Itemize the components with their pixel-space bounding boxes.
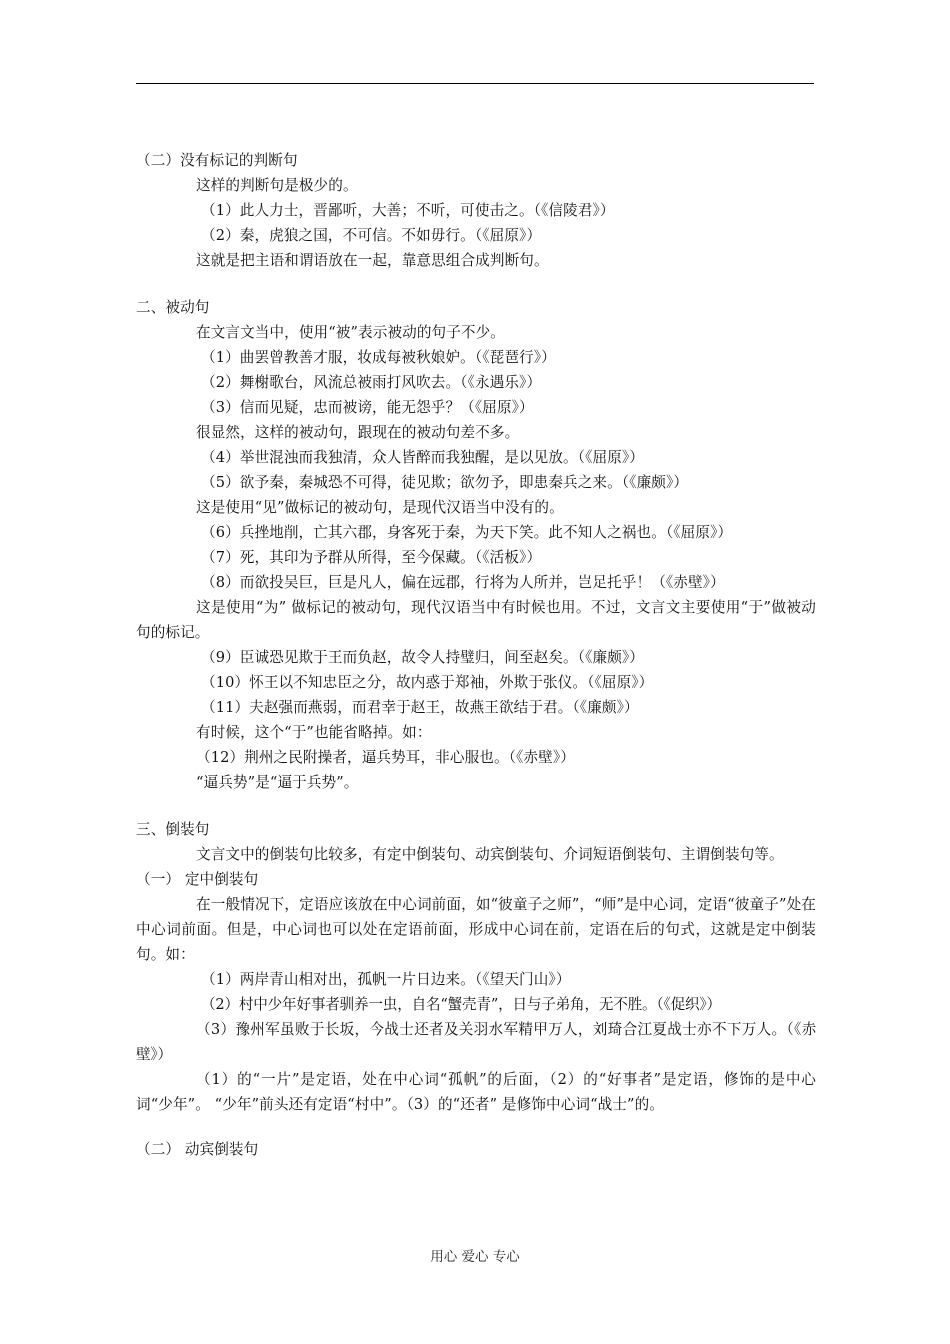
spacer (136, 273, 816, 295)
paragraph: 这是使用“见”做标记的被动句，是现代汉语当中没有的。 (196, 499, 564, 516)
example-line: （1）此人力士，晋鄙听，大善；不听，可使击之。（《信陵君》） (201, 202, 615, 219)
header-rule (136, 83, 814, 84)
paragraph: 在文言文当中，使用“被”表示被动的句子不少。 (196, 324, 505, 341)
paragraph: 有时候，这个“于”也能省略掉。如： (196, 724, 432, 741)
example-line: （3）豫州军虽败于长坂，今战士还者及关羽水军精甲万人，刘琦合江夏战士亦不下万人。（《赤壁》） (136, 1021, 816, 1063)
paragraph: 这样的判断句是极少的。 (196, 177, 358, 194)
paragraph: “逼兵势”是“逼于兵势”。 (196, 774, 359, 791)
example-line: （4）举世混浊而我独清，众人皆醉而我独醒，是以见放。（《屈原》） (201, 449, 644, 466)
example-line: （10）怀王以不知忠臣之分，故内惑于郑袖，外欺于张仪。（《屈原》） (201, 674, 654, 691)
example-line: （5）欲予秦，秦城恐不可得，徒见欺；欲勿予，即患秦兵之来。（《廉颇》） (201, 474, 689, 491)
spacer (136, 795, 816, 817)
spacer (136, 1117, 816, 1137)
example-line: （7）死，其印为予群从所得，至今保藏。（《活板》） (201, 549, 542, 566)
example-line: （6）兵挫地削，亡其六郡，身客死于秦，为天下笑。此不知人之祸也。（《屈原》） (201, 524, 733, 541)
example-line: （1）两岸青山相对出，孤帆一片日边来。（《望天门山》） (201, 971, 571, 988)
subheading-attributive: （一） 定中倒装句 (136, 871, 259, 888)
example-line: （2）村中少年好事者驯养一虫，自名“蟹壳青”，日与子弟角，无不胜。（《促织》） (201, 996, 721, 1013)
paragraph: 在一般情况下，定语应该放在中心词前面，如“彼童子之师”，“师”是中心词，定语“彼童子”处在中心词前面。但是，中心词也可以处在定语前面，形成中心词在前，定语在后的句式，这就是定中倒装句。如： (136, 896, 816, 963)
paragraph: （1）的“一片”是定语，处在中心词“孤帆”的后面，（2）的“好事者”是定语，修饰的是中心词“少年”。 “少年”前头还有定语“村中”。（3）的“还者” 是修饰中心词“战士”的。 (136, 1071, 816, 1113)
paragraph: 这就是把主语和谓语放在一起，靠意思组合成判断句。 (196, 252, 549, 269)
page-footer: 用心 爱心 专心 (430, 1249, 520, 1265)
example-line: （9）臣诚恐见欺于王而负赵，故令人持璧归，间至赵矣。（《廉颇》） (201, 649, 644, 666)
example-line: （12）荆州之民附操者，逼兵势耳，非心服也。（《赤壁》） (196, 749, 575, 766)
example-line: （8）而欲投吴巨，巨是凡人，偏在远郡，行将为人所并，岂足托乎！（《赤壁》） (201, 574, 725, 591)
paragraph: 文言文中的倒装句比较多，有定中倒装句、动宾倒装句、介词短语倒装句、主谓倒装句等。 (196, 846, 784, 863)
paragraph: 这是使用“为” 做标记的被动句，现代汉语当中有时候也用。不过，文言文主要使用“于”做被动句的标记。 (136, 599, 816, 641)
subheading-verb-object: （二） 动宾倒装句 (136, 1141, 259, 1158)
heading-passive: 二、被动句 (136, 299, 210, 316)
example-line: （2）舞榭歌台，风流总被雨打风吹去。（《永遇乐》） (201, 374, 542, 391)
document-body (136, 148, 816, 1162)
paragraph: 很显然，这样的被动句，跟现在的被动句差不多。 (196, 424, 520, 441)
heading-inverted: 三、倒装句 (136, 821, 210, 838)
heading-no-marker: （二）没有标记的判断句 (136, 152, 298, 169)
example-line: （2）秦，虎狼之国，不可信。不如毋行。（《屈原》） (201, 227, 542, 244)
example-line: （1）曲罢曾教善才服，妆成每被秋娘妒。（《琵琶行》） (201, 349, 556, 366)
example-line: （11）夫赵强而燕弱，而君幸于赵王，故燕王欲结于君。（《廉颇》） (201, 699, 639, 716)
example-line: （3）信而见疑，忠而被谤，能无怨乎？（《屈原》） (201, 399, 534, 416)
